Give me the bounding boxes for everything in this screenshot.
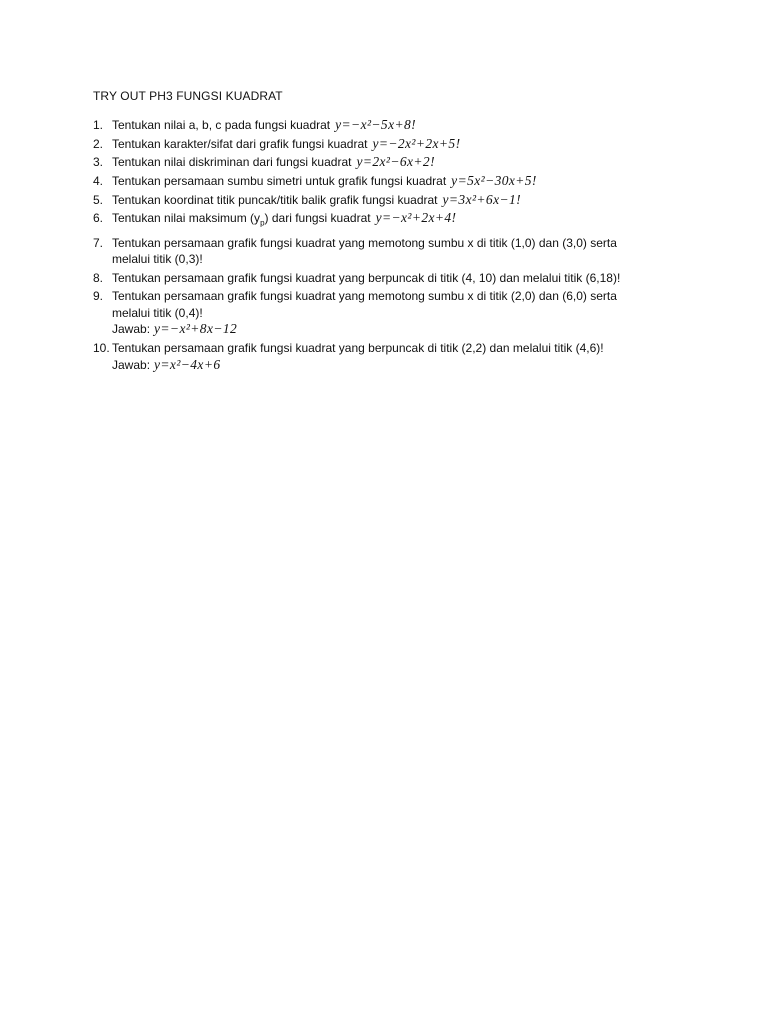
question-1 (93, 117, 693, 134)
question-4 (93, 173, 693, 190)
question-7 (93, 235, 693, 268)
question-number: 8. (93, 270, 104, 285)
question-line (112, 154, 693, 171)
question-text: Tentukan nilai a, b, c pada fungsi kuadrat (112, 118, 331, 132)
question-6 (93, 210, 693, 232)
question-number: 5. (93, 192, 104, 207)
question-list (93, 117, 693, 375)
question-number: 6. (93, 211, 104, 226)
question-formula: y=−x²−5x+8! (335, 117, 417, 132)
answer-line (112, 357, 693, 374)
question-line: melalui titik (0,4)! (112, 305, 203, 320)
question-10 (93, 340, 693, 373)
question-formula: y=−x²+2x+4! (375, 210, 457, 226)
question-line (112, 210, 693, 232)
question-line (112, 192, 693, 209)
question-formula: y=−2x²+2x+5! (372, 135, 461, 151)
question-line: Tentukan persamaan grafik fungsi kuadrat yang berpuncak di titik (2,2) dan melalui titik (4,6)! (112, 341, 604, 356)
question-subscript: p (260, 218, 265, 228)
answer-line (112, 321, 693, 338)
question-text: Tentukan nilai diskriminan dari fungsi kuadrat (112, 155, 352, 170)
question-formula: y=2x²−6x+2! (356, 154, 435, 170)
question-number: 7. (93, 235, 104, 250)
question-8 (93, 270, 693, 287)
question-9 (93, 288, 693, 338)
question-line: Tentukan persamaan grafik fungsi kuadrat yang memotong sumbu x di titik (1,0) dan (3,0) serta (112, 235, 617, 250)
answer-label: Jawab: (112, 357, 151, 372)
question-line: Tentukan persamaan grafik fungsi kuadrat yang memotong sumbu x di titik (2,0) dan (6,0) serta (112, 289, 617, 304)
question-text: Tentukan persamaan sumbu simetri untuk grafik fungsi kuadrat (112, 174, 447, 189)
question-line: melalui titik (0,3)! (112, 252, 203, 267)
question-number: 2. (93, 136, 104, 151)
question-formula: y=3x²+6x−1! (442, 191, 522, 207)
question-text: Tentukan nilai maksimum (y (112, 211, 261, 226)
question-line (112, 117, 693, 134)
question-text: ) dari fungsi kuadrat (264, 211, 371, 226)
question-5 (93, 192, 693, 209)
answer-formula: y=−x²+8x−12 (154, 321, 238, 337)
question-number: 9. (93, 289, 104, 304)
question-number: 10. (93, 341, 110, 356)
question-number: 1. (93, 118, 104, 132)
question-text: Tentukan koordinat titik puncak/titik balik grafik fungsi kuadrat (112, 192, 438, 207)
question-line (112, 173, 693, 190)
document-title: TRY OUT PH3 FUNGSI KUADRAT (93, 89, 283, 103)
question-2 (93, 136, 693, 153)
question-text: Tentukan karakter/sifat dari grafik fungsi kuadrat (112, 136, 368, 151)
question-line: Tentukan persamaan grafik fungsi kuadrat yang berpuncak di titik (4, 10) dan melalui titik (6,18)! (112, 270, 621, 285)
question-3 (93, 154, 693, 171)
answer-label: Jawab: (112, 322, 151, 337)
question-number: 3. (93, 155, 104, 170)
question-line (112, 136, 693, 153)
answer-formula: y=x²−4x+6 (154, 356, 221, 372)
question-number: 4. (93, 174, 104, 189)
question-formula: y=5x²−30x+5! (451, 173, 537, 189)
